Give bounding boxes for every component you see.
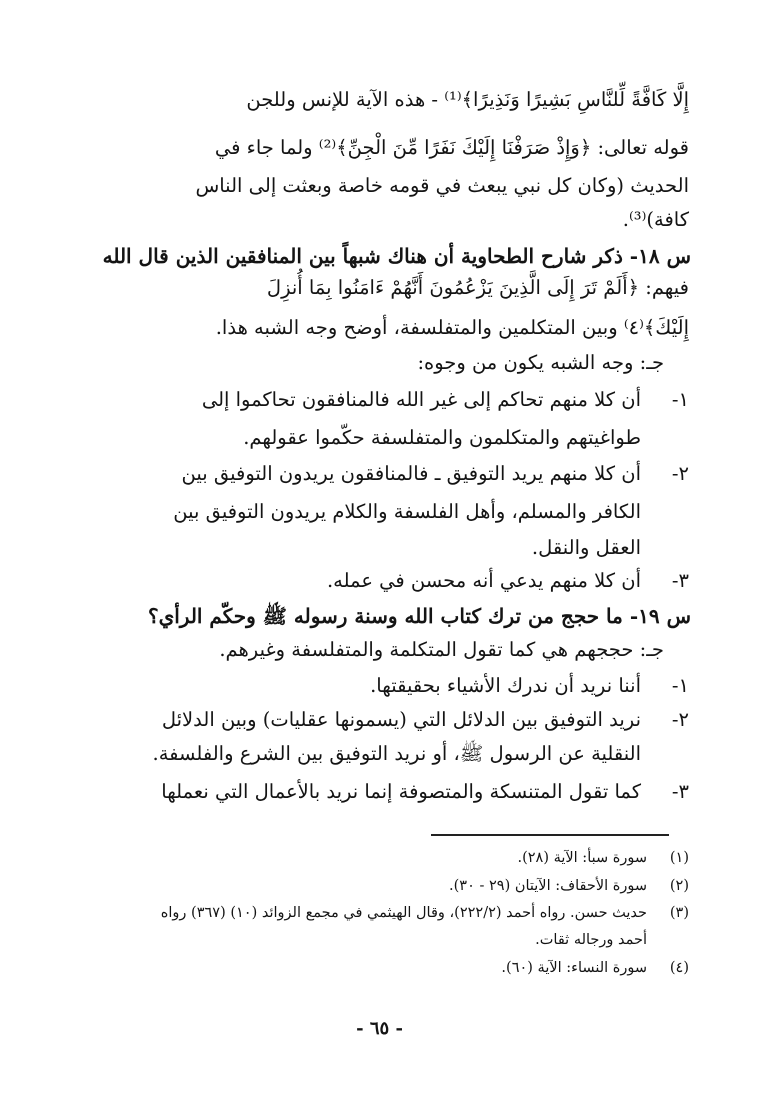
footnote-text: سورة الأحقاف: الآيتان (٢٩ - ٣٠).: [449, 878, 647, 894]
footnote-number: (٤): [669, 960, 689, 976]
footnote-number: (١): [669, 850, 689, 866]
list-item-text: نريد التوفيق بين الدلائل التي (يسمونها عقليات) وبين الدلائل: [161, 708, 641, 731]
footnote-text: حديث حسن. رواه أحمد (٢٢٢/٢)، وقال الهيثمي في مجمع الزوائد (١٠) (٣٦٧) رواه: [160, 905, 647, 921]
list-item-text: أن كلا منهم يريد التوفيق ـ فالمنافقون يريدون التوفيق بين: [181, 462, 641, 485]
list-item-text: كما تقول المتنسكة والمتصوفة إنما نريد بالأعمال التي نعملها: [161, 780, 641, 803]
paragraph-line: الحديث (وكان كل نبي يبعث في قومه خاصة وبعثت إلى الناس: [195, 174, 689, 197]
question-19: س ١٩- ما حجج من ترك كتاب الله وسنة رسوله ﷺ وحكّم الرأي؟: [147, 604, 691, 628]
list-item-text: العقل والنقل.: [531, 536, 641, 559]
footnote-text: سورة النساء: الآية (٦٠).: [501, 960, 647, 976]
question-18-line: فيهم: ﴿أَلَمْ تَرَ إِلَى الَّذِينَ يَزْعُمُونَ أَنَّهُمْ ءَامَنُوا بِمَا أُنزِلَ: [266, 276, 689, 299]
footnote-separator: [431, 834, 669, 836]
answer-18-intro: جـ: وجه الشبه يكون من وجوه:: [417, 351, 664, 374]
footnote-number: (٣): [669, 905, 689, 921]
footnote-number: (٢): [669, 878, 689, 894]
list-number: ١-: [671, 674, 689, 697]
answer-19-intro: جـ: حججهم هي كما تقول المتكلمة والمتفلسفة وغيرهم.: [219, 638, 664, 661]
paragraph-line: كافة)⁽³⁾.: [622, 208, 689, 231]
list-number: ٢-: [671, 708, 689, 731]
list-item-text: أن كلا منهم يدعي أنه محسن في عمله.: [326, 569, 641, 592]
list-item-text: أننا نريد أن ندرك الأشياء بحقيقتها.: [370, 674, 641, 697]
list-number: ١-: [671, 388, 689, 411]
list-item-text: طواغيتهم والمتكلمون والمتفلسفة حكّموا عقولهم.: [243, 426, 641, 449]
question-18-line: إِلَيْكَ﴾⁽٤⁾ وبين المتكلمين والمتفلسفة، أوضح وجه الشبه هذا.: [215, 316, 689, 339]
list-item-text: النقلية عن الرسول ﷺ، أو نريد التوفيق بين الشرع والفلسفة.: [152, 742, 641, 765]
paragraph-line: قوله تعالى: ﴿وَإِذْ صَرَفْنَا إِلَيْكَ نَفَرًا مِّنَ الْجِنِّ﴾⁽²⁾ ولما جاء في: [214, 136, 689, 159]
footnote-text: أحمد ورجاله ثقات.: [535, 932, 647, 948]
page-number: - ٦٥ -: [356, 1018, 403, 1039]
list-item-text: الكافر والمسلم، وأهل الفلسفة والكلام يريدون التوفيق بين: [173, 500, 641, 523]
list-number: ٣-: [671, 569, 689, 592]
footnote-text: سورة سبأ: الآية (٢٨).: [517, 850, 647, 866]
list-item-text: أن كلا منهم تحاكم إلى غير الله فالمنافقون تحاكموا إلى: [201, 388, 641, 411]
question-18-line: س ١٨- ذكر شارح الطحاوية أن هناك شبهاً بين المنافقين الذين قال الله: [102, 244, 691, 268]
list-number: ٢-: [671, 462, 689, 485]
list-number: ٣-: [671, 780, 689, 803]
paragraph-line: إِلَّا كَافَّةً لِّلنَّاسِ بَشِيرًا وَنَذِيرًا﴾⁽¹⁾ - هذه الآية للإنس وللجن: [246, 88, 689, 111]
